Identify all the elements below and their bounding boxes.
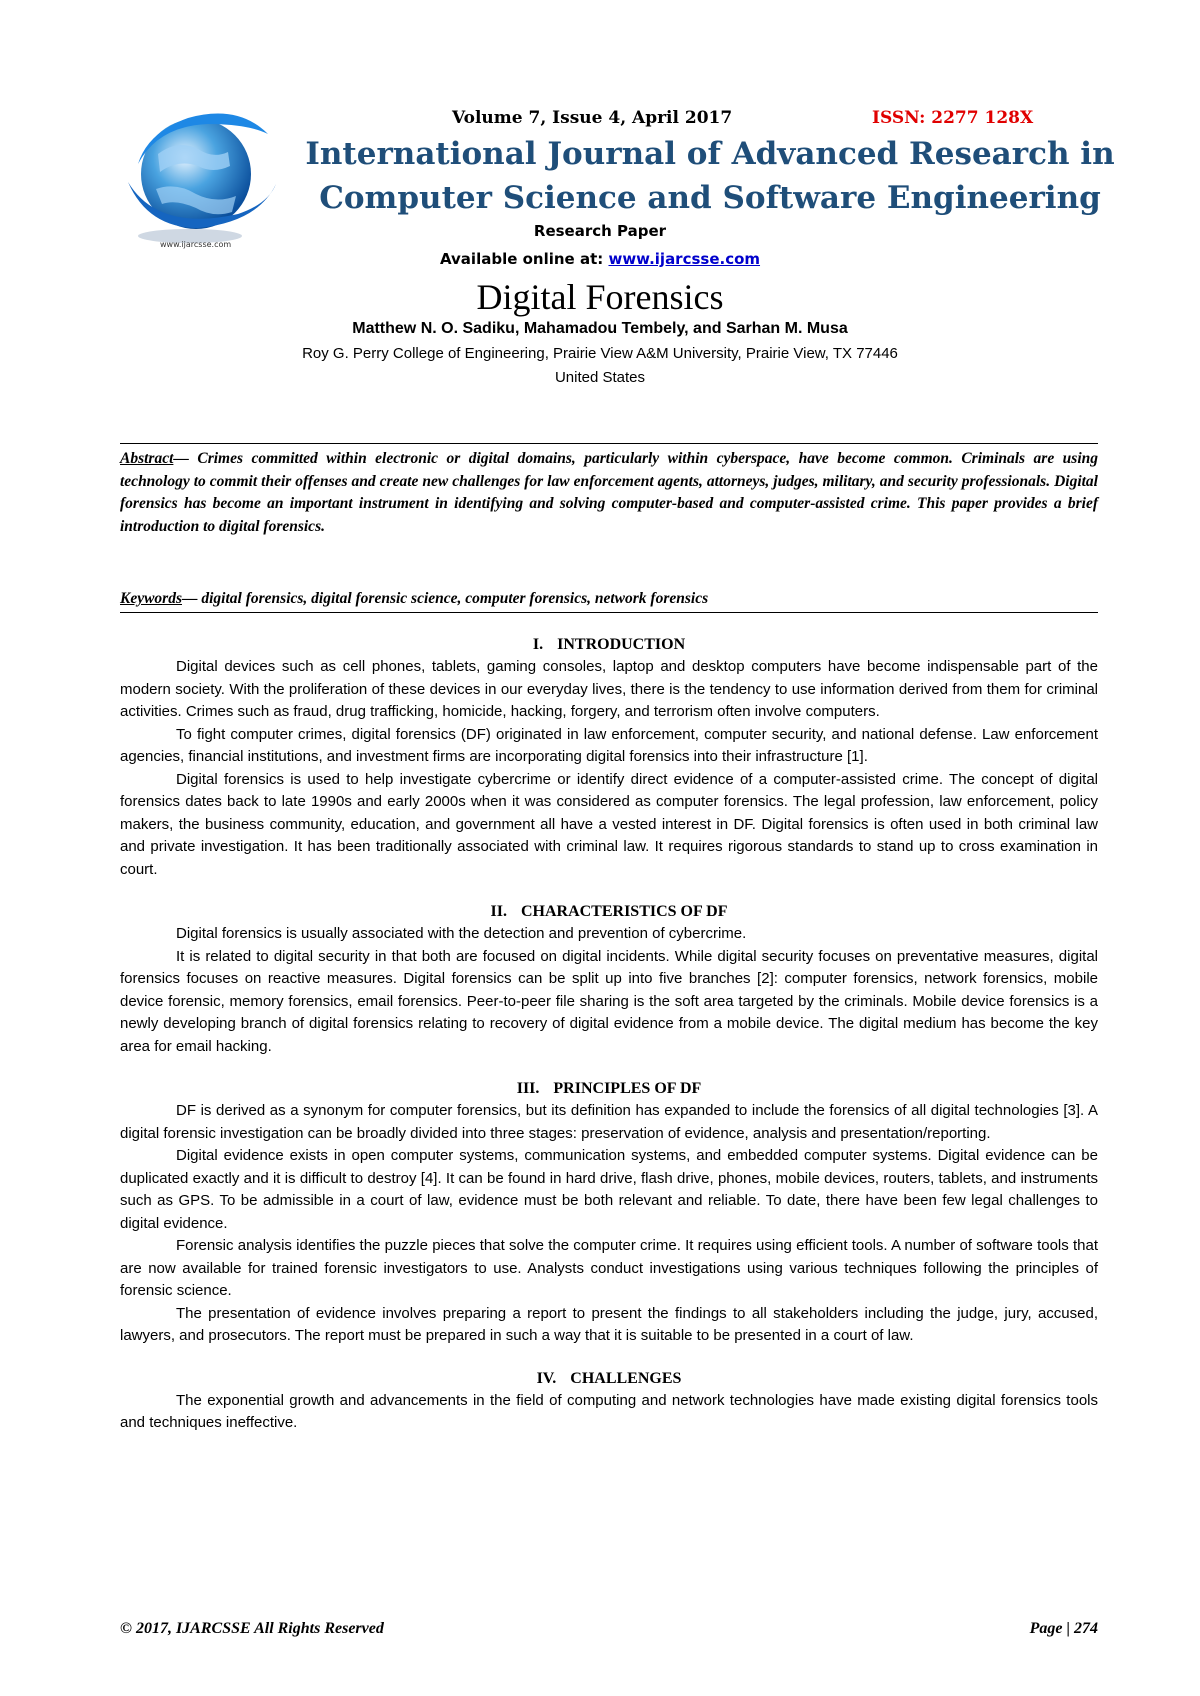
footer-page-number: Page | 274 (1029, 1620, 1098, 1637)
affiliation: Roy G. Perry College of Engineering, Prairie View A&M University, Prairie View, TX 77446 (302, 345, 898, 362)
abstract-label: Abstract (120, 450, 174, 467)
paragraph: DF is derived as a synonym for computer forensics, but its definition has expanded to include the forensics of all digital technologies [3]. A digital forensic investigation can be broadly divided into three stages: preservation of evidence, analysis and presentation/reporting. (120, 1102, 1098, 1142)
issn: ISSN: 2277 128X (872, 108, 1034, 128)
paragraph: Forensic analysis identifies the puzzle pieces that solve the computer crime. It requires using efficient tools. A number of software tools that are now available for trained forensic investigators to use. Analysts conduct investigations using various techniques following the principles of forensic science. (120, 1237, 1098, 1299)
section-number: I. (532, 636, 544, 653)
section-title: INTRODUCTION (557, 636, 686, 653)
section-2 (120, 901, 1098, 1058)
available-label: Available online at: (439, 250, 609, 268)
abstract-text: — Crimes committed within electronic or digital domains, particularly within cyberspace, have become common. Criminals are using technology to commit their offenses and create new challenges for law enforcement agents, attorneys, judges, military, and security professionals. Digital forensics has become an important instrument in identifying and solving computer-based and computer-assisted crime. This paper provides a brief introduction to digital forensics. (120, 450, 1098, 535)
footer-copyright: © 2017, IJARCSSE All Rights Reserved (120, 1620, 384, 1637)
section-heading (120, 634, 1098, 656)
paper-body (120, 634, 1098, 1455)
volume-issue: Volume 7, Issue 4, April 2017 (452, 108, 733, 128)
section-title: CHARACTERISTICS OF DF (520, 903, 728, 920)
section-heading (120, 1368, 1098, 1390)
paragraph: Digital forensics is usually associated with the detection and prevention of cybercrime. (176, 925, 747, 942)
divider-bottom (120, 612, 1098, 613)
paragraph: Digital forensics is used to help investigate cybercrime or identify direct evidence of a computer-assisted crime. The concept of digital forensics dates back to late 1990s and early 2000s when it was considered as computer forensics. The legal profession, law enforcement, policy makers, the business community, education, and government all have a vested interest in DF. Digital forensics is often used in both criminal law and private investigation. It has been traditionally associated with criminal law. It requires rigorous standards to stand up to cross examination in court. (120, 770, 1098, 878)
paper-title: Digital Forensics (476, 277, 724, 317)
section-title: CHALLENGES (570, 1369, 682, 1387)
section-heading (120, 901, 1098, 923)
journal-url-link[interactable]: www.ijarcsse.com (608, 250, 761, 268)
section-number: III. (516, 1080, 540, 1097)
available-online (0, 250, 1200, 268)
paragraph: Digital evidence exists in open computer systems, communication systems, and embedded computer systems. Digital evidence can be duplicated exactly and it is difficult to destroy [4]. It can be found in hard drive, flash drive, phones, mobile devices, routers, tablets, and instruments such as GPS. To be admissible in a court of law, evidence must be both relevant and reliable. To date, there have been few legal challenges to digital evidence. (120, 1147, 1098, 1232)
section-number: IV. (536, 1369, 557, 1387)
section-title: PRINCIPLES OF DF (553, 1080, 702, 1097)
section-4 (120, 1368, 1098, 1435)
section-1 (120, 634, 1098, 881)
paragraph: Digital devices such as cell phones, tablets, gaming consoles, laptop and desktop computers have become indispensable part of the modern society. With the proliferation of these devices in our everyday lives, there is the tendency to use information derived from them for criminal activities. Crimes such as fraud, drug trafficking, homicide, hacking, forgery, and terrorism often involve computers. (120, 658, 1098, 720)
keywords (120, 588, 1098, 610)
paper-type: Research Paper (533, 222, 667, 240)
keywords-label: Keywords (120, 590, 182, 607)
paragraph: The exponential growth and advancements in the field of computing and network technologies have made existing digital forensics tools and techniques ineffective. (120, 1391, 1098, 1431)
divider-top (120, 443, 1098, 444)
paragraph: It is related to digital security in that both are focused on digital incidents. While digital security focuses on preventative measures, digital forensics focuses on reactive measures. Digital forensics can be split up into five branches [2]: computer forensics, network forensics, mobile device forensic, memory forensics, email forensics. Peer-to-peer file sharing is the soft area targeted by the criminals. Mobile device forensics is a newly developing branch of digital forensics relating to recovery of digital evidence from a mobile device. The digital medium has become the key area for email hacking. (120, 947, 1098, 1055)
country: United States (554, 369, 646, 386)
journal-title: International Journal of Advanced Research in Computer Science and Software Engineering (305, 136, 1115, 216)
paragraph: To fight computer crimes, digital forensics (DF) originated in law enforcement, computer security, and national defense. Law enforcement agencies, financial institutions, and investment firms are incorporating digital forensics into their infrastructure [1]. (120, 725, 1098, 765)
section-number: II. (490, 903, 507, 920)
abstract (120, 448, 1098, 538)
section-heading (120, 1078, 1098, 1100)
logo-caption: www.ijarcsse.com (160, 240, 232, 249)
authors: Matthew N. O. Sadiku, Mahamadou Tembely, and Sarhan M. Musa (352, 320, 848, 337)
section-3 (120, 1078, 1098, 1348)
paragraph: The presentation of evidence involves preparing a report to present the findings to all stakeholders including the judge, jury, accused, lawyers, and prosecutors. The report must be prepared in such a way that it is suitable to be presented in a court of law. (120, 1304, 1098, 1344)
keywords-text: — digital forensics, digital forensic science, computer forensics, network forensics (182, 590, 709, 607)
